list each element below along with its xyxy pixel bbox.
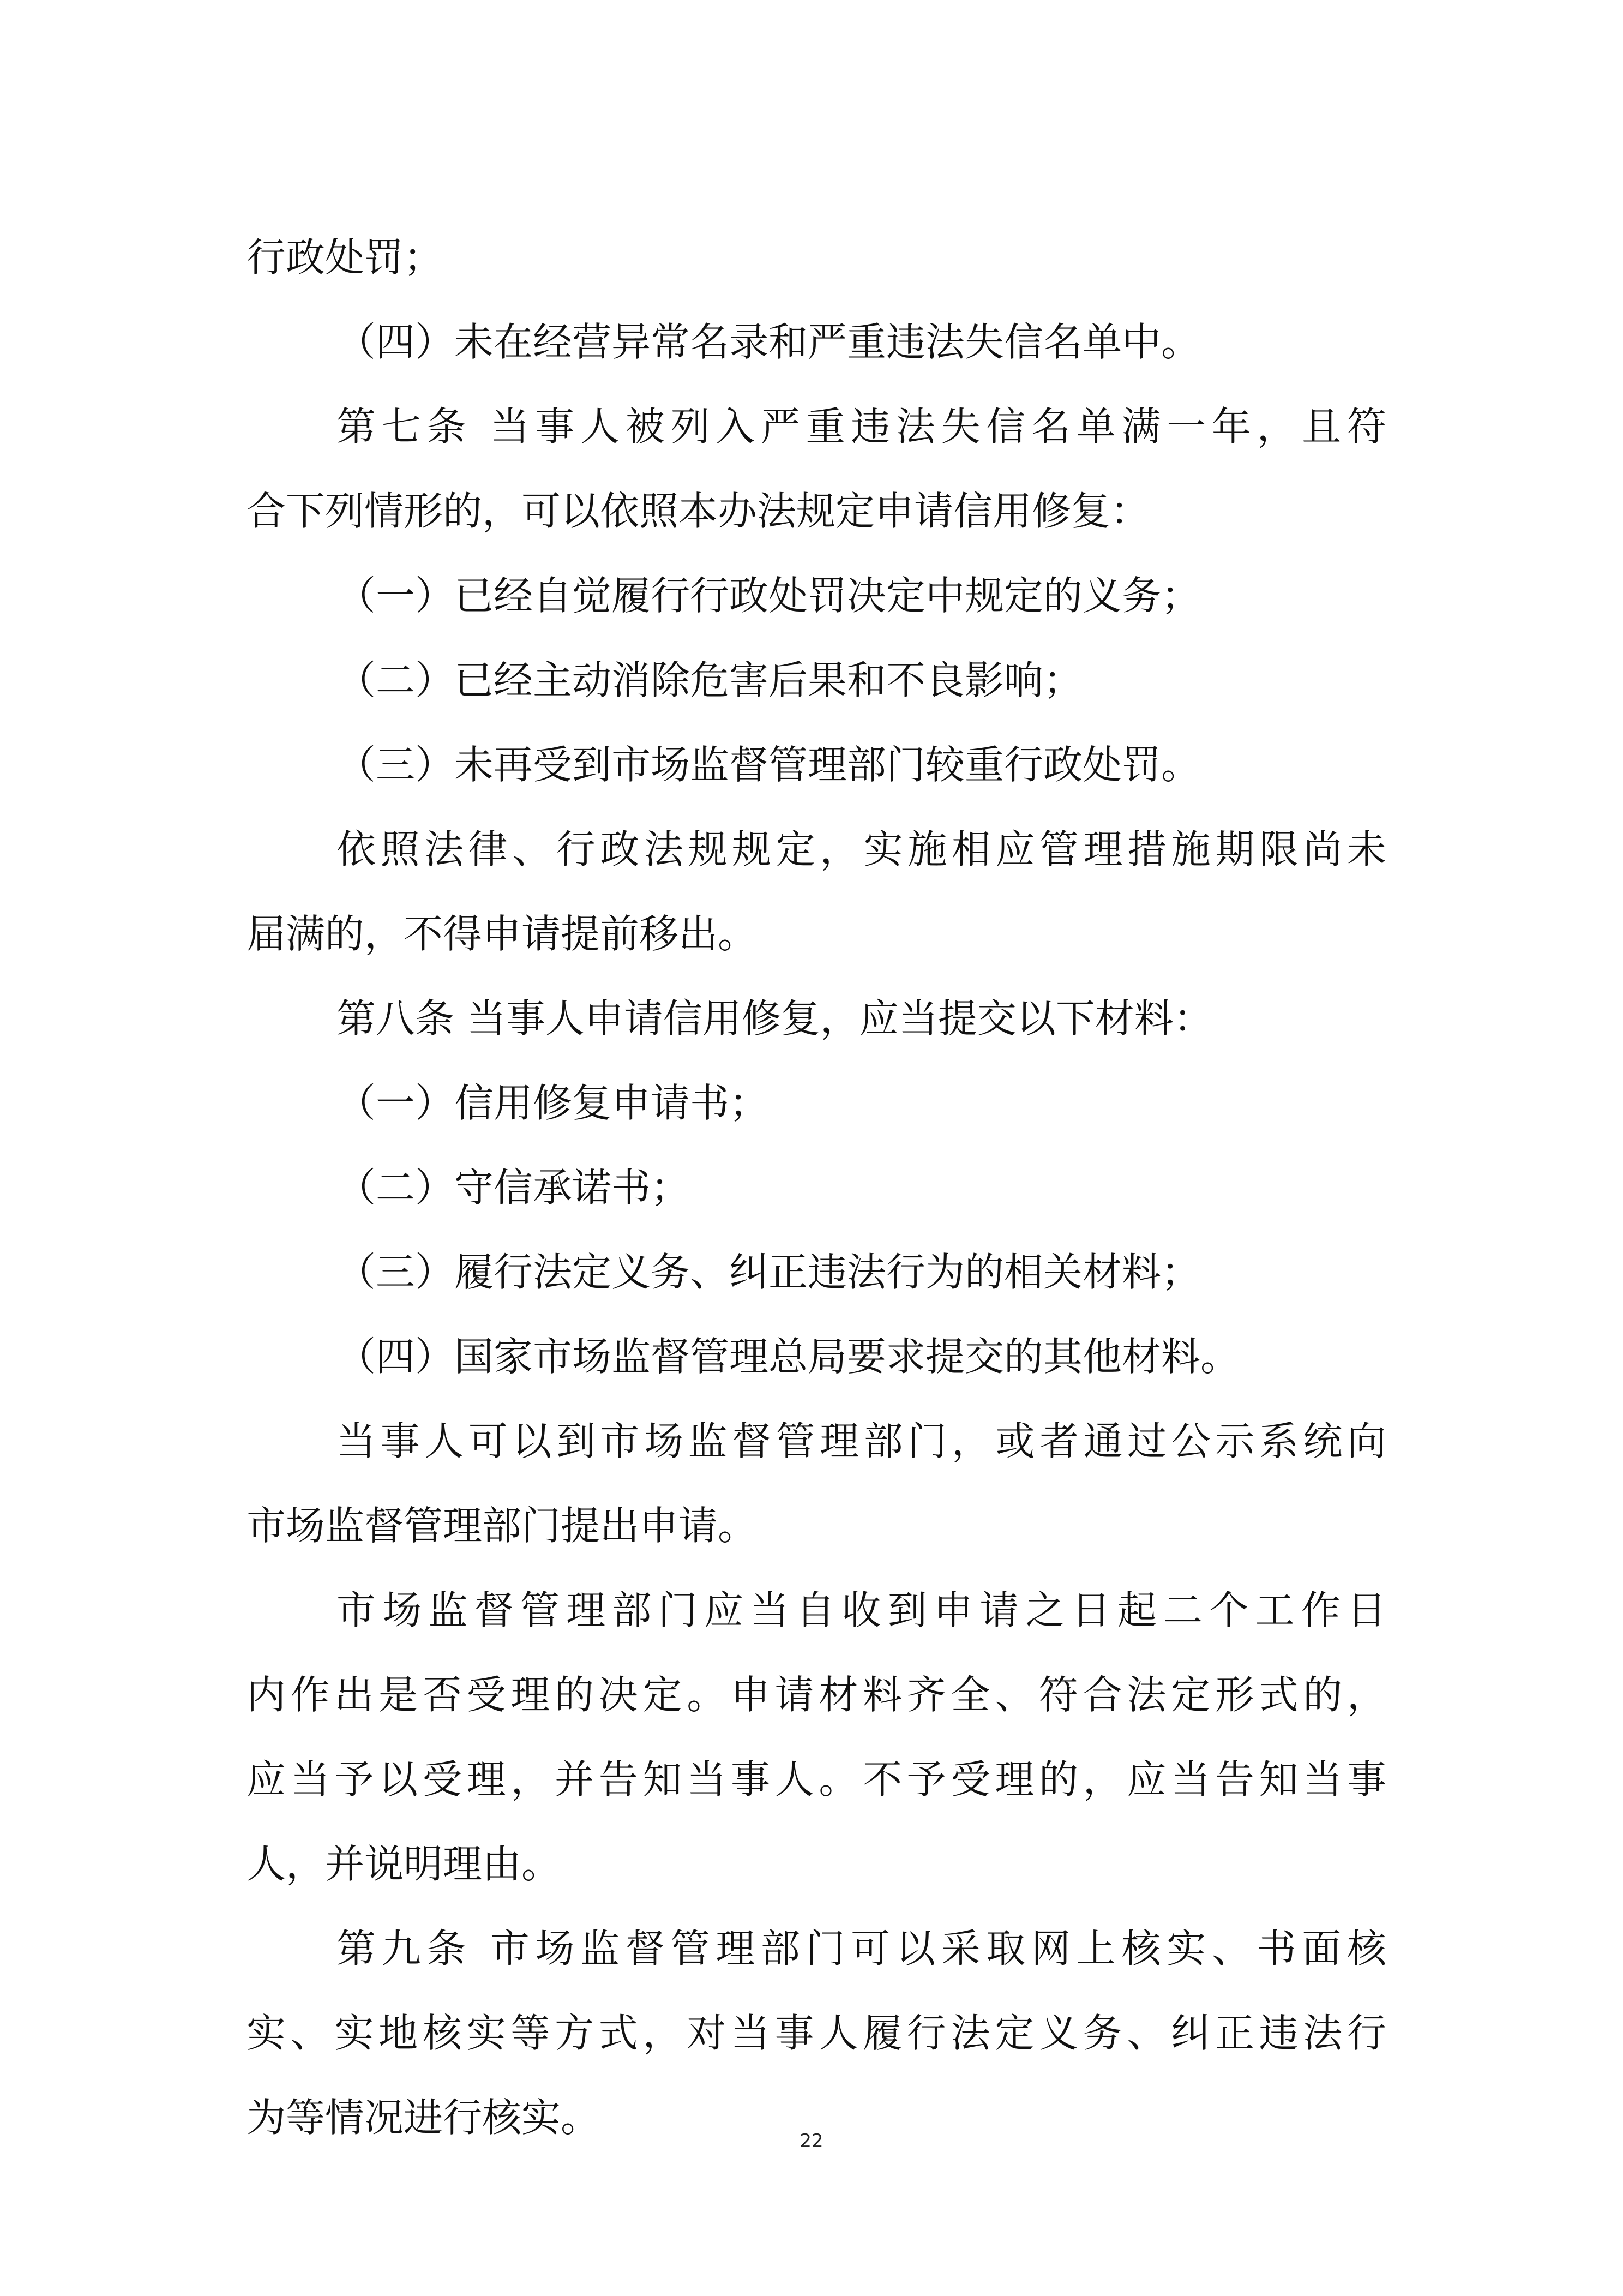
text-line: （四）未在经营异常名录和严重违法失信名单中。: [336, 319, 1201, 365]
text-line: （二）守信承诺书；: [336, 1165, 690, 1210]
text-line: 应当予以受理，并告知当事人。不予受理的，应当告知当事: [247, 1757, 1386, 1802]
text-line: 内作出是否受理的决定。申请材料齐全、符合法定形式的，: [247, 1672, 1386, 1718]
text-line: 第七条 当事人被列入严重违法失信名单满一年，且符: [336, 404, 1386, 449]
text-line: 届满的，不得申请提前移出。: [247, 911, 758, 957]
text-line: （三）未再受到市场监督管理部门较重行政处罚。: [336, 742, 1201, 788]
text-line: 第九条 市场监督管理部门可以采取网上核实、书面核: [336, 1926, 1386, 1971]
text-line: （二）已经主动消除危害后果和不良影响；: [336, 657, 1083, 703]
text-line: （四）国家市场监督管理总局要求提交的其他材料。: [336, 1334, 1240, 1380]
text-line: 行政处罚；: [247, 235, 443, 280]
page-number: 22: [800, 2130, 823, 2152]
text-line: 当事人可以到市场监督管理部门，或者通过公示系统向: [336, 1418, 1386, 1464]
body-text: [247, 215, 1386, 2160]
text-line: 为等情况进行核实。: [247, 2095, 600, 2141]
text-line: 依照法律、行政法规规定，实施相应管理措施期限尚未: [336, 826, 1386, 872]
text-line: 实、实地核实等方式，对当事人履行法定义务、纠正违法行: [247, 2010, 1386, 2056]
text-line: 人，并说明理由。: [247, 1841, 561, 1887]
text-line: 第八条 当事人申请信用修复，应当提交以下材料：: [336, 996, 1213, 1041]
text-line: （一）信用修复申请书；: [336, 1080, 769, 1126]
text-line: （三）履行法定义务、纠正违法行为的相关材料；: [336, 1249, 1201, 1295]
text-line: 市场监督管理部门提出申请。: [247, 1503, 758, 1549]
text-line: （一）已经自觉履行行政处罚决定中规定的义务；: [336, 573, 1201, 619]
text-line: 合下列情形的，可以依照本办法规定申请信用修复：: [247, 488, 1150, 534]
text-line: 市场监督管理部门应当自收到申请之日起二个工作日: [336, 1587, 1386, 1633]
